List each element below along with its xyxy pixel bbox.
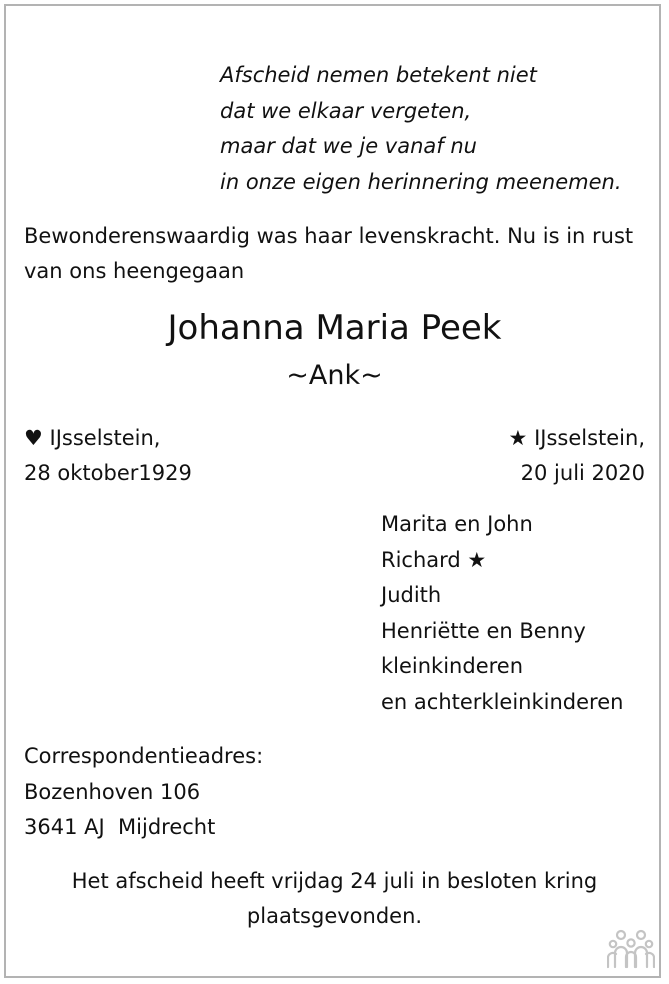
correspondence-city: 3641 AJ Mijdrecht <box>24 815 216 839</box>
birth-place: IJsselstein, <box>49 426 161 450</box>
poem-line: dat we elkaar vergeten, <box>220 98 472 123</box>
family-member: kleinkinderen <box>381 654 524 679</box>
heart-icon: ♥ <box>24 426 43 450</box>
star-icon: ★ <box>508 426 528 450</box>
poem <box>220 58 622 200</box>
family-member: Marita en John <box>381 512 533 536</box>
correspondence-label: Correspondentieadres: <box>24 744 264 768</box>
death-date: 20 juli 2020 <box>520 461 645 485</box>
correspondence-street: Bozenhoven 106 <box>24 779 201 804</box>
family-list <box>381 507 623 721</box>
intro-text: Bewonderenswaardig was haar levenskracht. Nu is in rust van ons heengegaan <box>24 224 634 283</box>
family-member: Richard ★ <box>381 547 487 572</box>
birth-date: 28 oktober1929 <box>24 461 192 485</box>
birth-block <box>24 421 192 491</box>
deceased-nickname: ~Ank~ <box>286 360 383 391</box>
poem-line: in onze eigen herinnering meenemen. <box>220 169 622 194</box>
closing-text: Het afscheid heeft vrijdag 24 juli in besloten kring plaatsgevonden. <box>71 869 598 928</box>
poem-line: Afscheid nemen betekent niet <box>220 63 537 87</box>
people-group-icon <box>607 929 655 969</box>
deceased-name: Johanna Maria Peek <box>167 308 502 348</box>
correspondence-address <box>24 739 263 846</box>
family-member: en achterkleinkinderen <box>381 689 624 714</box>
death-place: IJsselstein, <box>534 426 645 450</box>
poem-line: maar dat we je vanaf nu <box>220 134 477 158</box>
death-block <box>509 421 645 491</box>
family-member: Henriëtte en Benny <box>381 618 586 643</box>
family-member: Judith <box>381 583 442 608</box>
